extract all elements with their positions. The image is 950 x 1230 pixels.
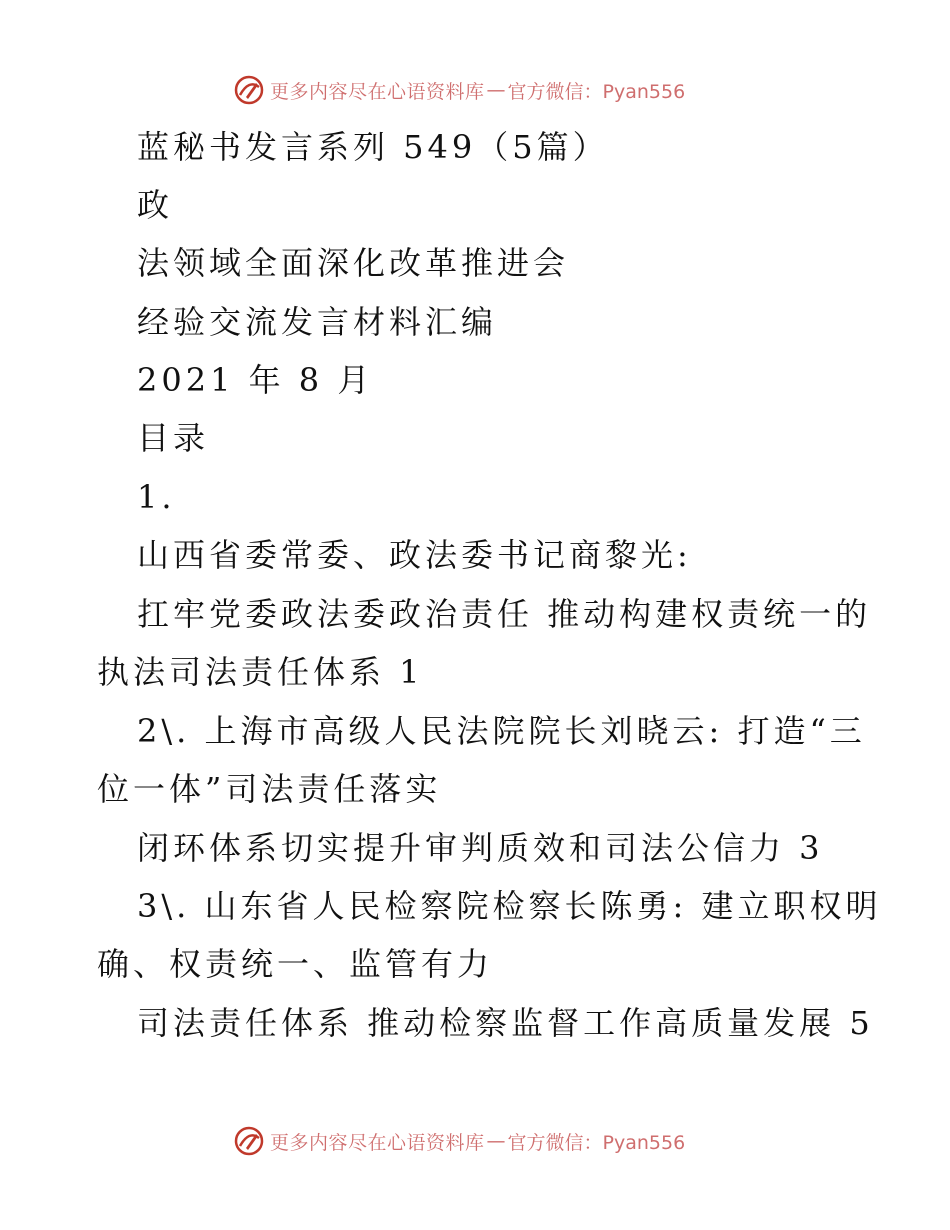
toc-line: 位一体”司法责任落实 — [97, 770, 442, 808]
watermark-header — [232, 73, 685, 107]
toc-line: 2\. 上海市高级人民法院院长刘晓云: 打造“三 — [137, 712, 866, 750]
toc-line: 1. — [137, 478, 176, 516]
toc-line: 闭环体系切实提升审判质效和司法公信力 3 — [137, 829, 824, 867]
watermark-dash: — — [486, 79, 506, 101]
watermark-contact: 官方微信：Pyan556 — [507, 1131, 686, 1154]
watermark-footer — [232, 1124, 685, 1158]
document-date: 2021 年 8 月 — [137, 361, 374, 399]
watermark-text: 更多内容尽在心语资料库 — [270, 1131, 485, 1154]
toc-line: 司法责任体系 推动检察监督工作高质量发展 5 — [137, 1004, 874, 1042]
toc-line: 扛牢党委政法委政治责任 推动构建权责统一的 — [137, 595, 872, 633]
toc-line: 3\. 山东省人民检察院检察长陈勇: 建立职权明 — [137, 887, 882, 925]
logo-icon — [232, 73, 266, 107]
document-title: 蓝秘书发言系列 549（5篇） — [137, 128, 609, 166]
document-subtitle-line-1: 政 — [137, 186, 174, 224]
watermark-dash: — — [486, 1130, 506, 1152]
toc-line: 执法司法责任体系 1 — [97, 653, 424, 691]
logo-icon — [232, 1124, 266, 1158]
toc-line: 山西省委常委、政法委书记商黎光: — [137, 536, 692, 574]
document-subtitle-line-3: 经验交流发言材料汇编 — [137, 303, 498, 341]
toc-line: 确、权责统一、监管有力 — [97, 945, 494, 983]
watermark-contact: 官方微信：Pyan556 — [507, 80, 686, 103]
watermark-text: 更多内容尽在心语资料库 — [270, 80, 485, 103]
toc-heading: 目录 — [137, 419, 210, 457]
document-subtitle-line-2: 法领域全面深化改革推进会 — [137, 244, 570, 282]
